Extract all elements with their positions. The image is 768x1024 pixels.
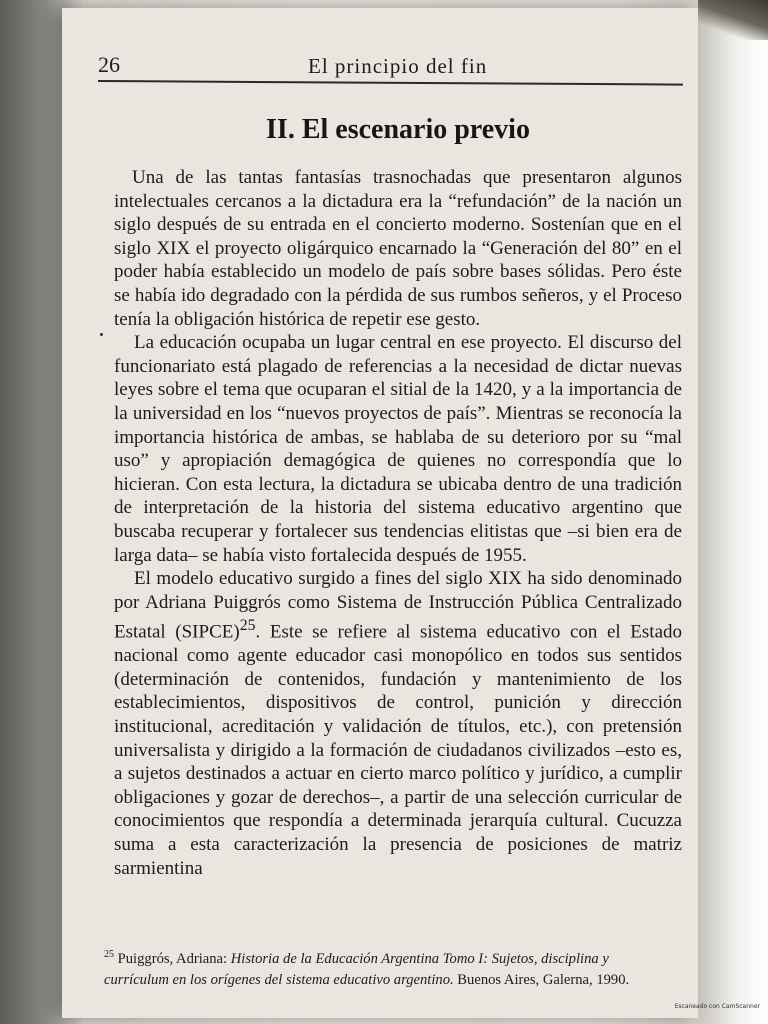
paragraph-3-rest: . Este se refiere al sistema educativo con el Estado nacional como agente educador casi monopólico en todos sus sentidos (determinación de contenidos, fundación y mantenimiento de los establecimientos, dispositivos de control, punición y dirección institucional, acreditación y validación de títulos, etc.), con pretensión universalista y dirigido a la formación de ciudadanos civilizados –esto es, a sujetos destinados a actuar en cierto marco político y jurídico, a cumplir obligaciones y gozar de derechos–, a partir de una selección curricular de conocimientos que respondía a determinada jerarquía cultural. Cucuzza suma a esta caracterización la presencia de posiciones de matriz sarmientina — [114, 621, 682, 879]
footnote-author: Puiggrós, Adriana: — [114, 950, 231, 967]
margin-mark — [100, 333, 103, 336]
paragraph-3-start: El modelo educativo surgido a fines del siglo XIX ha sido denominado por Adriana Puiggrós como Sistema de Instrucción Pública Centralizado Estatal (SIPCE) — [114, 568, 682, 643]
footnote-reference: 25 — [239, 617, 256, 635]
page-header — [98, 50, 683, 80]
footnote-marker: 25 — [104, 949, 114, 960]
paragraph-3 — [114, 567, 682, 880]
paragraph-1: Una de las tantas fantasías trasnochadas que presentaron algunos intelectuales cercanos a la dictadura era la “refundación” de la nación un siglo después de su entrada en el concierto moderno. Sostenían que en el siglo XIX el proyecto oligárquico encarnado la “Generación del 80” en el poder había establecido un modelo de país sobre bases sólidas. Pero éste se había ido degradado con la pérdida de sus rumbos señeros, y el Proceso tenía la obligación histórica de repetir ese gesto. — [114, 167, 682, 330]
footnote — [104, 944, 672, 991]
paragraph-2: La educación ocupaba un lugar central en ese proyecto. El discurso del funcionariato está plagado de referencias a la necesidad de dictar nuevas leyes sobre el tema que ocuparan el sitial de la 1420, y a la importancia de la universidad en los “nuevos proyectos de país”. Mientras se reconocía la importancia histórica de ambas, se hablaba de su deterioro por su “mal uso” y apropiación demagógica de quienes no correspondía que lo hicieran. Con esta lectura, la dictadura se ubicaba dentro de una tradición de interpretación de la historia del sistema educativo argentino que buscaba recuperar y fortalecer sus tendencias elitistas que –si bien era de larga data– se había visto fortalecida después de 1955. — [114, 332, 682, 566]
footnote-publication: Buenos Aires, Galerna, 1990. — [453, 971, 630, 988]
chapter-title: II. El escenario previo — [266, 113, 530, 145]
footnote-title: Historia de la Educación Argentina Tomo I: Sujetos, disciplina y currículum en los orígenes del sistema educativo argentino. — [104, 950, 609, 988]
body-text — [114, 166, 682, 880]
page-number: 26 — [98, 52, 120, 77]
running-title: El principio del fin — [308, 54, 488, 78]
page-corner-shadow — [698, 0, 768, 40]
scanner-watermark: Escaneado con CamScanner — [674, 1003, 760, 1010]
